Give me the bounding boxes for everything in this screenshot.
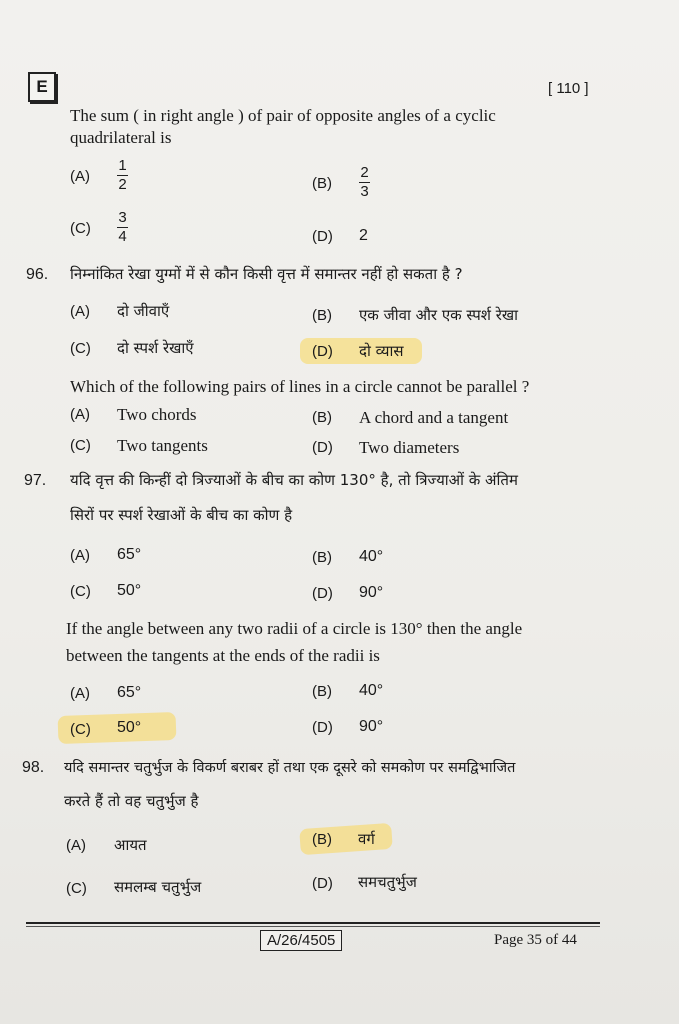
q98-option-c-value: समलम्ब चतुर्भुज <box>114 878 202 896</box>
q95-option-c-label: (C) <box>70 220 91 237</box>
q98-hindi-line2: करते हैं तो वह चतुर्भुज है <box>64 792 199 810</box>
q95-option-a-numerator: 1 <box>118 157 127 174</box>
q96-english-option-d-label: (D) <box>312 439 333 456</box>
q95-text-line1: The sum ( in right angle ) of pair of opposite angles of a cyclic <box>70 106 496 125</box>
page-reference: [ 110 ] <box>548 80 589 97</box>
q96-hindi-option-c-value: दो स्पर्श रेखाएँ <box>117 339 194 357</box>
q96-hindi-option-c-label: (C) <box>70 340 91 357</box>
q96-english-option-d-value: Two diameters <box>359 438 460 457</box>
q96-english-option-a-value: Two chords <box>117 405 197 424</box>
q98-option-b-value: वर्ग <box>358 830 375 848</box>
q97-hindi-line2: सिरों पर स्पर्श रेखाओं के बीच का कोण है <box>70 506 293 524</box>
page-number: Page 35 of 44 <box>494 932 577 948</box>
q97-english-option-a-value: 65° <box>117 684 142 701</box>
q97-english-option-b-label: (B) <box>312 683 332 700</box>
q95-option-b-numerator: 2 <box>360 164 369 181</box>
footer-rule-top <box>26 922 600 924</box>
q95-option-b-denominator: 3 <box>360 183 369 201</box>
q95-option-b-label: (B) <box>312 175 332 192</box>
q95-option-c-denominator: 4 <box>118 228 127 246</box>
q96-english-option-c-value: Two tangents <box>117 436 208 455</box>
q97-english-line1: If the angle between any two radii of a circle is 130° then the angle <box>66 619 523 638</box>
q96-english-option-b-label: (B) <box>312 409 332 426</box>
q97-hindi-option-d-value: 90° <box>359 584 384 601</box>
q96-english-option-a-label: (A) <box>70 406 90 423</box>
q97-hindi-option-c-label: (C) <box>70 583 91 600</box>
q96-hindi-option-a-label: (A) <box>70 303 90 320</box>
q95-option-a-fraction <box>117 158 128 193</box>
q95-option-d-label: (D) <box>312 228 333 245</box>
q97-number: 97. <box>24 472 47 489</box>
q95-option-b-fraction <box>359 165 370 200</box>
q97-english-line2: between the tangents at the ends of the radii is <box>66 646 380 665</box>
q97-hindi-option-b-label: (B) <box>312 549 332 566</box>
q97-english-option-c-label: (C) <box>70 721 91 738</box>
q97-hindi-option-a-value: 65° <box>117 546 142 563</box>
q97-hindi-option-c-value: 50° <box>117 582 142 599</box>
q95-text-line2: quadrilateral is <box>70 128 172 147</box>
q97-hindi-line1: यदि वृत्त की किन्हीं दो त्रिज्याओं के बीच का कोण 130° है, तो त्रिज्याओं के अंतिम <box>70 471 518 489</box>
q97-english-option-d-label: (D) <box>312 719 333 736</box>
q96-hindi-option-d-label: (D) <box>312 343 333 360</box>
footer-rule-bottom <box>26 926 600 927</box>
q97-hindi-option-d-label: (D) <box>312 585 333 602</box>
q97-english-option-a-label: (A) <box>70 685 90 702</box>
q98-option-a-label: (A) <box>66 837 86 854</box>
q96-hindi-option-b-value: एक जीवा और एक स्पर्श रेखा <box>359 306 519 324</box>
q95-option-a-denominator: 2 <box>118 176 127 194</box>
q96-english-text: Which of the following pairs of lines in a circle cannot be parallel ? <box>70 377 530 396</box>
q96-english-option-c-label: (C) <box>70 437 91 454</box>
q97-english-option-d-value: 90° <box>359 718 384 735</box>
q97-english-option-b-value: 40° <box>359 682 384 699</box>
q95-option-c-fraction <box>117 210 128 245</box>
q95-option-d-value: 2 <box>359 227 368 244</box>
section-badge: E <box>28 72 56 102</box>
q98-option-d-label: (D) <box>312 875 333 892</box>
q97-hindi-option-b-value: 40° <box>359 548 384 565</box>
q98-option-a-value: आयत <box>114 836 147 854</box>
q95-option-c-numerator: 3 <box>118 209 127 226</box>
paper-code: A/26/4505 <box>260 930 342 951</box>
q98-option-c-label: (C) <box>66 880 87 897</box>
q96-hindi-option-d-value: दो व्यास <box>359 342 404 360</box>
q98-number: 98. <box>22 759 45 776</box>
q97-english-option-c-value: 50° <box>117 719 142 736</box>
q98-option-b-label: (B) <box>312 831 332 848</box>
q97-hindi-option-a-label: (A) <box>70 547 90 564</box>
q96-hindi-option-b-label: (B) <box>312 307 332 324</box>
q98-hindi-line1: यदि समान्तर चतुर्भुज के विकर्ण बराबर हों तथा एक दूसरे को समकोण पर समद्विभाजित <box>64 760 516 776</box>
q96-english-option-b-value: A chord and a tangent <box>359 408 509 427</box>
q96-hindi-text: निम्नांकित रेखा युग्मों में से कौन किसी वृत्त में समान्तर नहीं हो सकता है ? <box>70 265 463 283</box>
q95-option-a-label: (A) <box>70 168 90 185</box>
q98-option-d-value: समचतुर्भुज <box>358 873 417 891</box>
q96-hindi-option-a-value: दो जीवाएँ <box>117 302 170 320</box>
q96-number: 96. <box>26 266 49 283</box>
